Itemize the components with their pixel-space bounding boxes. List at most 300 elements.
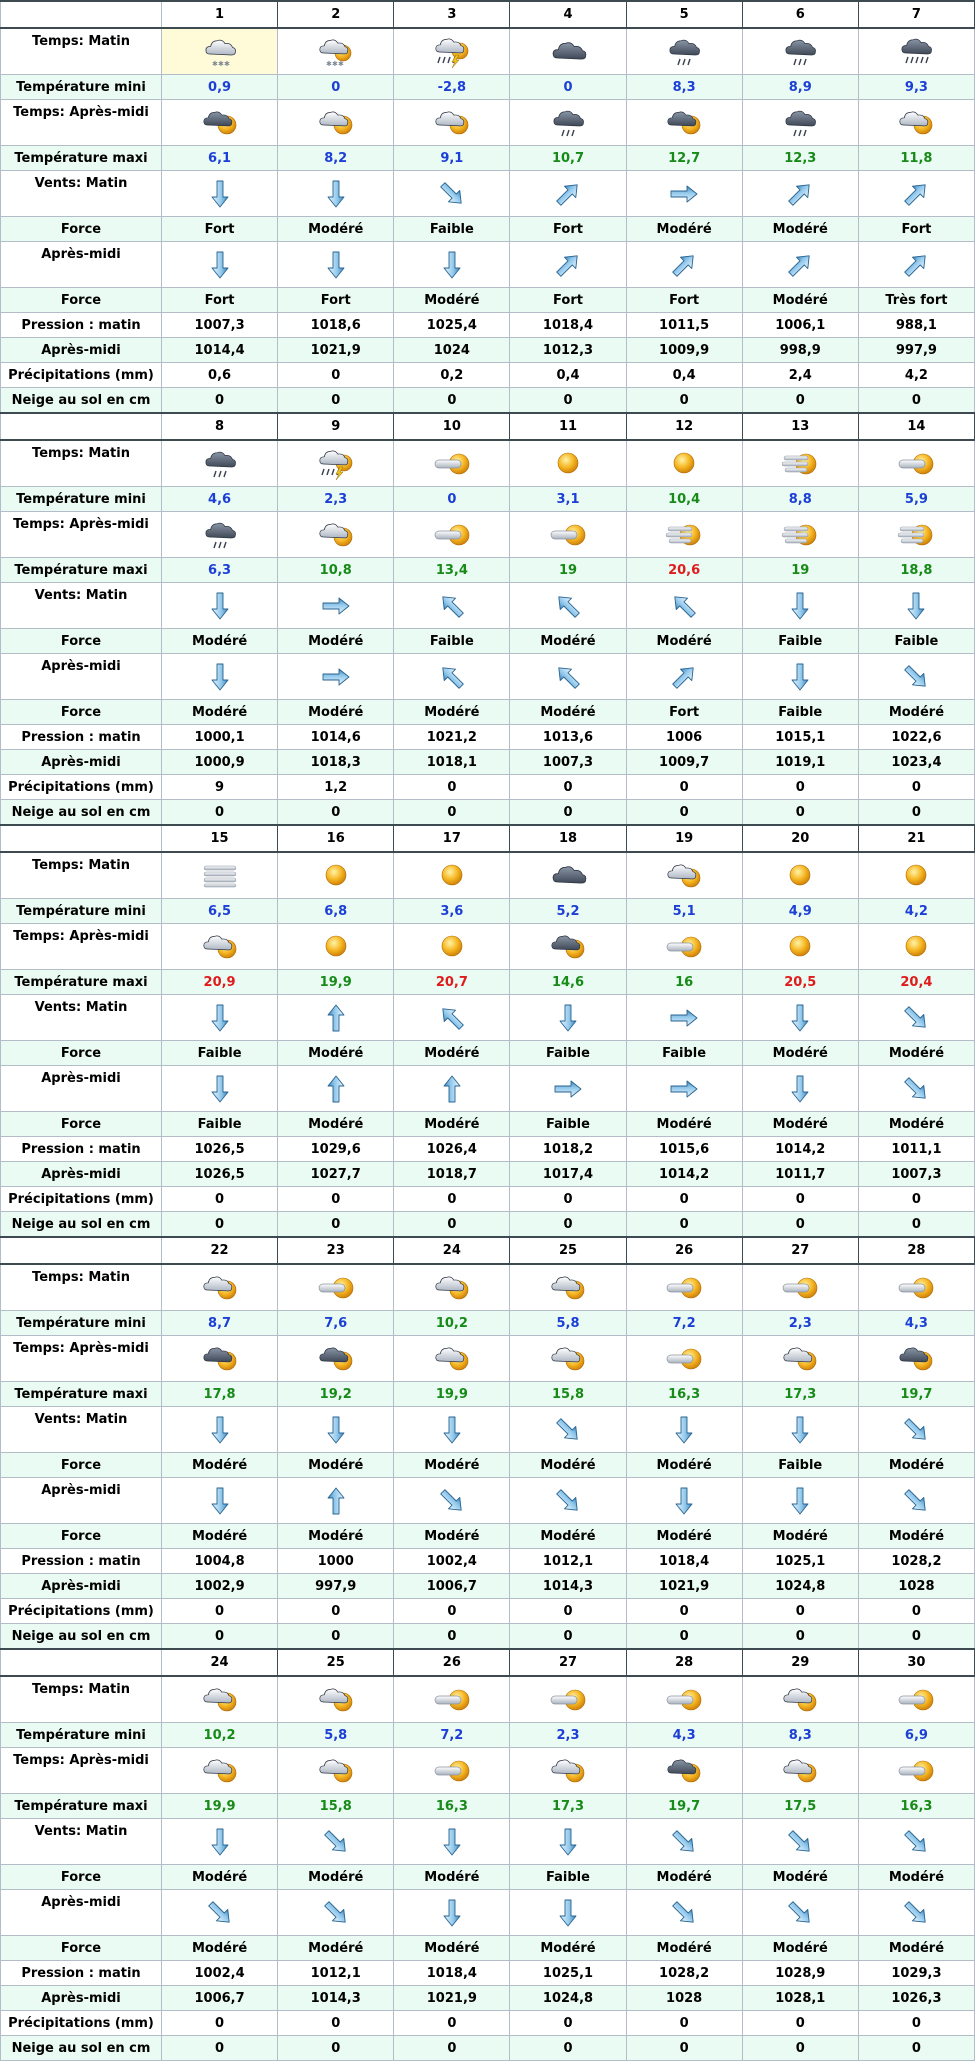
wind-force-value: Modéré [394,1041,510,1066]
morning-weather-cell[interactable] [510,440,626,487]
snow-value: 0 [858,800,974,826]
arrow-southeast-icon [278,1825,393,1859]
arrow-south-icon [394,248,509,282]
pressure-value: 1026,5 [162,1162,278,1187]
afternoon-weather-cell[interactable] [162,512,278,558]
wind-morning-cell [394,995,510,1041]
pressure-value: 1021,2 [394,725,510,750]
cloud-icon [510,859,625,893]
snow-cloud-icon [162,35,277,69]
wind-force-value: Modéré [278,1936,394,1961]
min-temp-value: 3,1 [510,487,626,512]
row-label-force: Force [1,1865,162,1890]
row-label-min-temp: Température mini [1,487,162,512]
morning-weather-cell[interactable] [858,1264,974,1311]
min-temp-value: 3,6 [394,899,510,924]
row-label-max-temp: Température maxi [1,558,162,583]
wind-force-value: Faible [162,1041,278,1066]
precipitation-value: 0 [858,775,974,800]
pressure-value: 1023,4 [858,750,974,775]
min-temp-value: 0 [510,75,626,100]
afternoon-weather-cell[interactable] [858,512,974,558]
row-label-afternoon: Après-midi [1,1890,162,1936]
pressure-value: 1025,1 [510,1961,626,1986]
afternoon-weather-cell[interactable] [278,1748,394,1794]
pressure-value: 1002,9 [162,1574,278,1599]
wind-morning-cell [626,995,742,1041]
row-label-wind-morning: Vents: Matin [1,995,162,1041]
pressure-value: 1026,4 [394,1137,510,1162]
morning-weather-cell[interactable] [278,28,394,75]
afternoon-weather-cell[interactable] [510,1336,626,1382]
wind-afternoon-cell [858,1890,974,1936]
wind-afternoon-cell [162,654,278,700]
morning-weather-cell[interactable] [742,28,858,75]
wind-force-value: Modéré [162,1865,278,1890]
row-label-afternoon: Après-midi [1,654,162,700]
wind-afternoon-cell [858,654,974,700]
afternoon-weather-row [1,1748,975,1794]
max-temp-value: 17,8 [162,1382,278,1407]
morning-weather-cell[interactable] [742,1264,858,1311]
pressure-value: 1007,3 [510,750,626,775]
arrow-southeast-icon [859,1825,974,1859]
morning-weather-cell[interactable] [394,1676,510,1723]
wind-morning-cell [278,583,394,629]
afternoon-weather-cell[interactable] [394,1336,510,1382]
precipitation-row [1,2011,975,2036]
afternoon-weather-cell[interactable] [278,100,394,146]
day-number: 19 [626,825,742,852]
morning-weather-cell[interactable] [742,852,858,899]
sun-haze-icon [859,1271,974,1305]
arrow-southeast-icon [162,1896,277,1930]
wind-morning-cell [394,1407,510,1453]
morning-weather-cell[interactable] [858,852,974,899]
arrow-southeast-icon [859,1413,974,1447]
light-cloud-sun-icon [394,1342,509,1376]
light-cloud-sun-icon [510,1271,625,1305]
row-label-pressure-afternoon: Après-midi [1,1574,162,1599]
afternoon-weather-cell[interactable] [858,1336,974,1382]
morning-weather-cell[interactable] [742,1676,858,1723]
snow-value: 0 [510,1212,626,1238]
snow-value: 0 [510,1624,626,1650]
afternoon-weather-cell[interactable] [510,924,626,970]
max-temp-value: 18,8 [858,558,974,583]
day-number: 24 [394,1237,510,1264]
light-cloud-sun-icon [743,1683,858,1717]
morning-weather-cell[interactable] [278,1676,394,1723]
wind-morning-cell [742,583,858,629]
afternoon-weather-cell[interactable] [162,1336,278,1382]
wind-morning-row [1,171,975,217]
row-label-afternoon-weather: Temps: Après-midi [1,512,162,558]
pressure-value: 1009,9 [626,338,742,363]
day-number: 28 [626,1649,742,1676]
max-temp-value: 17,3 [510,1794,626,1819]
row-label-pressure-morning: Pression : matin [1,725,162,750]
light-cloud-sun-icon [743,1342,858,1376]
afternoon-weather-cell[interactable] [742,512,858,558]
afternoon-weather-cell[interactable] [858,1748,974,1794]
morning-weather-cell[interactable] [626,1676,742,1723]
pressure-value: 1018,1 [394,750,510,775]
day-number: 2 [278,1,394,28]
afternoon-weather-cell[interactable] [626,1748,742,1794]
light-cloud-sun-icon [394,106,509,140]
snow-value: 0 [626,1624,742,1650]
morning-weather-cell[interactable] [394,28,510,75]
afternoon-weather-cell[interactable] [278,924,394,970]
morning-weather-cell[interactable] [278,1264,394,1311]
arrow-east-icon [510,1072,625,1106]
arrow-southeast-icon [278,1896,393,1930]
wind-force-value: Modéré [858,1865,974,1890]
afternoon-weather-cell[interactable] [278,1336,394,1382]
morning-weather-cell[interactable] [626,28,742,75]
min-temp-value: 0,9 [162,75,278,100]
week-header-row [1,1,975,28]
day-number: 8 [162,413,278,440]
arrow-south-icon [162,177,277,211]
morning-weather-cell[interactable] [626,1264,742,1311]
morning-weather-cell[interactable] [162,28,278,75]
snow-row [1,388,975,414]
afternoon-weather-cell[interactable] [162,100,278,146]
afternoon-weather-cell[interactable] [626,512,742,558]
wind-morning-cell [510,995,626,1041]
wind-morning-cell [162,171,278,217]
wind-afternoon-cell [394,1478,510,1524]
wind-afternoon-cell [510,1066,626,1112]
svg-text:✱: ✱ [211,59,218,68]
pressure-value: 1011,1 [858,1137,974,1162]
wind-force-value: Modéré [858,1041,974,1066]
wind-morning-cell [626,1407,742,1453]
pressure-value: 1012,3 [510,338,626,363]
sun-haze-icon [743,1271,858,1305]
afternoon-weather-cell[interactable] [626,100,742,146]
min-temp-value: 10,2 [162,1723,278,1748]
max-temp-row [1,1382,975,1407]
cloud-sun-icon [278,1342,393,1376]
pressure-value: 1027,7 [278,1162,394,1187]
pressure-value: 1025,1 [742,1549,858,1574]
wind-morning-cell [278,995,394,1041]
arrow-southeast-icon [743,1825,858,1859]
day-number: 15 [162,825,278,852]
max-temp-value: 13,4 [394,558,510,583]
day-number: 23 [278,1237,394,1264]
rain-cloud-icon [162,518,277,552]
pressure-value: 1002,4 [394,1549,510,1574]
snow-value: 0 [394,2036,510,2061]
min-temp-value: 4,2 [858,899,974,924]
max-temp-value: 8,2 [278,146,394,171]
max-temp-value: 19,9 [162,1794,278,1819]
day-number: 18 [510,825,626,852]
arrow-south-icon [743,660,858,694]
row-label-snow: Neige au sol en cm [1,1624,162,1650]
max-temp-value: 15,8 [278,1794,394,1819]
row-label-min-temp: Température mini [1,1311,162,1336]
min-temp-value: 8,8 [742,487,858,512]
pressure-value: 1025,4 [394,313,510,338]
wind-force-value: Modéré [510,1936,626,1961]
arrow-southeast-icon [510,1484,625,1518]
morning-weather-cell[interactable] [626,440,742,487]
wind-afternoon-cell [742,1890,858,1936]
max-temp-value: 16,3 [394,1794,510,1819]
wind-morning-cell [278,1819,394,1865]
row-label-morning-weather: Temps: Matin [1,1264,162,1311]
min-temp-row [1,1723,975,1748]
snow-value: 0 [510,800,626,826]
light-cloud-sun-icon [162,930,277,964]
wind-morning-cell [510,583,626,629]
light-cloud-sun-icon [278,1683,393,1717]
afternoon-weather-row [1,1336,975,1382]
snow-value: 0 [742,1624,858,1650]
wind-force-value: Modéré [278,217,394,242]
snow-value: 0 [162,2036,278,2061]
max-temp-value: 20,7 [394,970,510,995]
pressure-value: 1028,2 [858,1549,974,1574]
afternoon-weather-cell[interactable] [394,1748,510,1794]
arrow-east-icon [627,1001,742,1035]
arrow-northeast-icon [510,177,625,211]
afternoon-weather-cell[interactable] [858,924,974,970]
max-temp-value: 6,3 [162,558,278,583]
pressure-value: 1000,9 [162,750,278,775]
day-number: 12 [626,413,742,440]
row-label-force: Force [1,1453,162,1478]
day-number: 1 [162,1,278,28]
row-label-force: Force [1,1041,162,1066]
afternoon-weather-cell[interactable] [742,1336,858,1382]
wind-force-value: Modéré [394,700,510,725]
wind-morning-cell [742,171,858,217]
precipitation-value: 2,4 [742,363,858,388]
arrow-northwest-icon [394,1001,509,1035]
force-afternoon-row [1,1112,975,1137]
wind-morning-cell [394,583,510,629]
row-label-max-temp: Température maxi [1,970,162,995]
morning-weather-cell[interactable] [162,440,278,487]
pressure-value: 1004,8 [162,1549,278,1574]
snow-value: 0 [278,1212,394,1238]
morning-weather-cell[interactable] [394,1264,510,1311]
morning-weather-cell[interactable] [162,1264,278,1311]
min-temp-value: 5,1 [626,899,742,924]
morning-weather-cell[interactable] [394,852,510,899]
cloud-sun-icon [627,106,742,140]
pressure-value: 1014,2 [626,1162,742,1187]
arrow-north-icon [278,1001,393,1035]
rain-cloud-icon [743,35,858,69]
pressure-value: 1028,9 [742,1961,858,1986]
morning-weather-cell[interactable] [162,852,278,899]
wind-force-value: Modéré [858,1936,974,1961]
arrow-north-icon [394,1072,509,1106]
wind-force-value: Modéré [626,217,742,242]
max-temp-value: 11,8 [858,146,974,171]
wind-afternoon-cell [742,654,858,700]
afternoon-weather-cell[interactable] [510,512,626,558]
wind-morning-cell [510,171,626,217]
min-temp-value: 4,3 [626,1723,742,1748]
max-temp-row [1,1794,975,1819]
afternoon-weather-cell[interactable] [394,924,510,970]
morning-weather-cell[interactable] [278,852,394,899]
wind-morning-cell [858,1407,974,1453]
arrow-northwest-icon [394,660,509,694]
row-label-pressure-afternoon: Après-midi [1,338,162,363]
arrow-southeast-icon [743,1896,858,1930]
precipitation-value: 9 [162,775,278,800]
wind-force-value: Fort [510,288,626,313]
wind-afternoon-cell [858,242,974,288]
header-corner [1,1,162,28]
morning-weather-cell[interactable] [510,28,626,75]
morning-weather-cell[interactable] [510,1264,626,1311]
row-label-snow: Neige au sol en cm [1,1212,162,1238]
min-temp-value: 8,9 [742,75,858,100]
arrow-south-icon [278,1413,393,1447]
precipitation-value: 0 [394,1599,510,1624]
afternoon-weather-cell[interactable] [394,512,510,558]
morning-weather-cell[interactable] [510,852,626,899]
wind-afternoon-cell [162,1890,278,1936]
morning-weather-cell[interactable] [858,1676,974,1723]
afternoon-weather-cell[interactable] [510,100,626,146]
wind-force-value: Fort [858,217,974,242]
fog-sun-icon [743,447,858,481]
morning-weather-cell[interactable] [858,440,974,487]
min-temp-value: 6,5 [162,899,278,924]
snow-value: 0 [858,388,974,414]
arrow-south-icon [743,1413,858,1447]
wind-morning-cell [858,171,974,217]
wind-force-value: Modéré [742,1041,858,1066]
pressure-value: 1018,3 [278,750,394,775]
wind-afternoon-cell [278,1890,394,1936]
min-temp-value: 2,3 [278,487,394,512]
svg-text:✱: ✱ [337,59,344,68]
light-cloud-sun-icon [627,859,742,893]
max-temp-value: 20,4 [858,970,974,995]
afternoon-weather-cell[interactable] [162,924,278,970]
afternoon-weather-cell[interactable] [742,100,858,146]
wind-force-value: Modéré [278,629,394,654]
afternoon-weather-cell[interactable] [742,924,858,970]
afternoon-weather-cell[interactable] [858,100,974,146]
min-temp-value: 8,3 [742,1723,858,1748]
arrow-south-icon [278,248,393,282]
pressure-value: 997,9 [858,338,974,363]
afternoon-weather-cell[interactable] [626,1336,742,1382]
morning-weather-cell[interactable] [162,1676,278,1723]
light-cloud-sun-icon [859,106,974,140]
arrow-southeast-icon [627,1825,742,1859]
afternoon-weather-cell[interactable] [742,1748,858,1794]
morning-weather-cell[interactable] [510,1676,626,1723]
max-temp-value: 16 [626,970,742,995]
day-number: 25 [278,1649,394,1676]
wind-force-value: Modéré [278,1453,394,1478]
morning-weather-cell[interactable] [858,28,974,75]
max-temp-value: 16,3 [858,1794,974,1819]
precipitation-value: 0 [742,2011,858,2036]
min-temp-value: 7,6 [278,1311,394,1336]
row-label-min-temp: Température mini [1,899,162,924]
morning-weather-cell[interactable] [278,440,394,487]
min-temp-value: 2,3 [742,1311,858,1336]
arrow-south-icon [162,1484,277,1518]
arrow-south-icon [162,1825,277,1859]
day-number: 4 [510,1,626,28]
arrow-northeast-icon [743,177,858,211]
morning-weather-cell[interactable] [394,440,510,487]
precipitation-value: 0 [162,1187,278,1212]
morning-weather-row [1,1264,975,1311]
day-number: 7 [858,1,974,28]
arrow-south-icon [859,589,974,623]
wind-force-value: Modéré [858,700,974,725]
wind-force-value: Faible [510,1112,626,1137]
wind-morning-cell [626,583,742,629]
day-number: 24 [162,1649,278,1676]
precipitation-value: 0 [742,1187,858,1212]
afternoon-weather-cell[interactable] [278,512,394,558]
wind-morning-cell [162,1407,278,1453]
min-temp-value: 10,4 [626,487,742,512]
snow-value: 0 [162,800,278,826]
light-cloud-sun-icon [162,1754,277,1788]
morning-weather-cell[interactable] [742,440,858,487]
row-label-force: Force [1,1936,162,1961]
afternoon-weather-cell[interactable] [162,1748,278,1794]
wind-force-value: Faible [510,1041,626,1066]
wind-force-value: Modéré [626,629,742,654]
wind-morning-cell [742,995,858,1041]
pressure-value: 1018,2 [510,1137,626,1162]
afternoon-weather-cell[interactable] [626,924,742,970]
day-number: 13 [742,413,858,440]
sun-icon [743,859,858,893]
precipitation-value: 0 [394,1187,510,1212]
wind-afternoon-cell [510,242,626,288]
snow-value: 0 [742,1212,858,1238]
min-temp-row [1,75,975,100]
wind-force-value: Modéré [858,1112,974,1137]
sun-icon [394,930,509,964]
wind-afternoon-row [1,654,975,700]
row-label-afternoon-weather: Temps: Après-midi [1,1748,162,1794]
pressure-value: 1000 [278,1549,394,1574]
row-label-morning-weather: Temps: Matin [1,440,162,487]
day-number: 5 [626,1,742,28]
afternoon-weather-cell[interactable] [510,1748,626,1794]
arrow-southeast-icon [859,1484,974,1518]
precipitation-value: 0 [278,2011,394,2036]
morning-weather-cell[interactable] [626,852,742,899]
pressure-value: 1026,5 [162,1137,278,1162]
force-morning-row [1,1041,975,1066]
wind-morning-cell [626,1819,742,1865]
afternoon-weather-cell[interactable] [394,100,510,146]
